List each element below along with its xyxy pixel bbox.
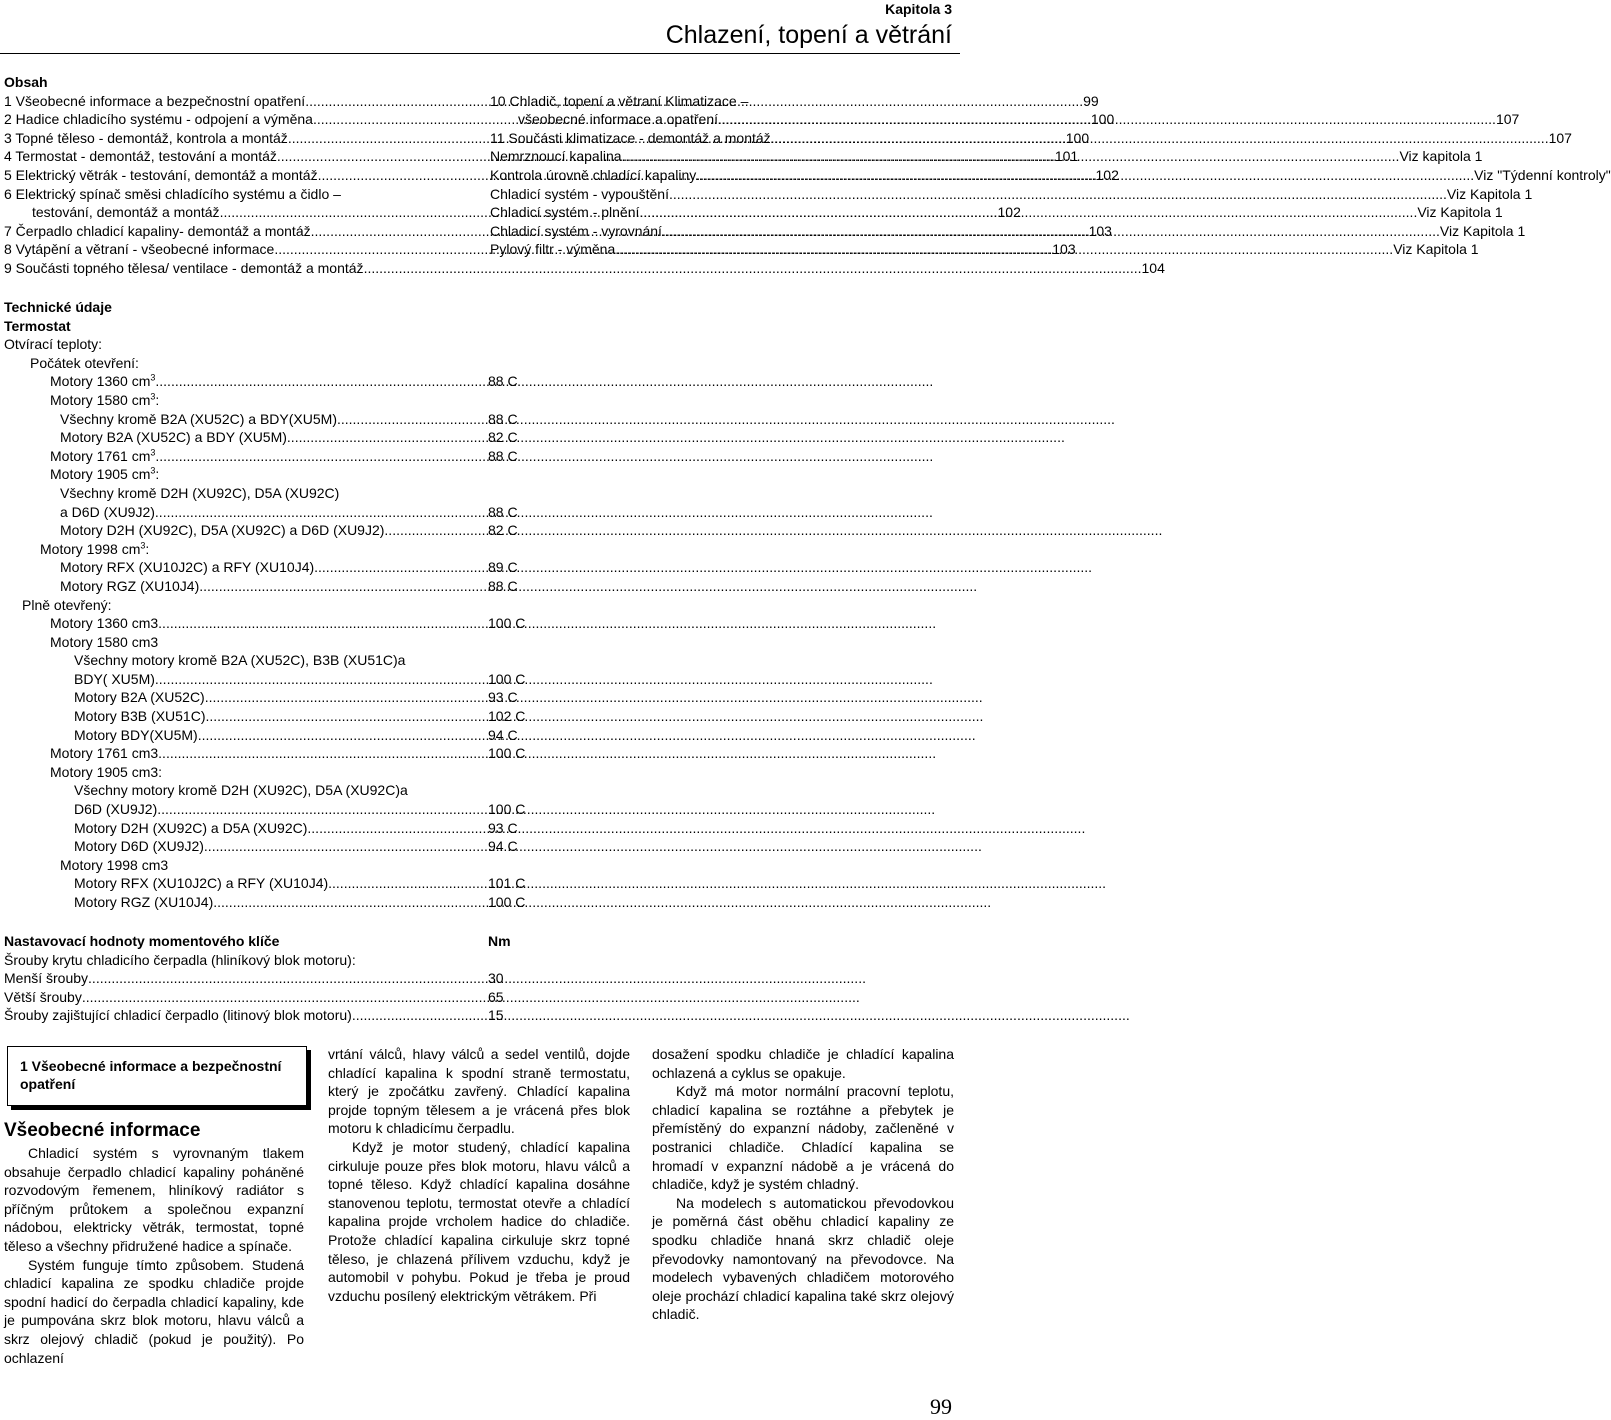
toc-entry-title: Pylový filtr - výměna [490,241,616,258]
spec-label-text [50,447,155,466]
spec-value: 100 C [488,615,526,632]
spec-label-text [60,558,314,577]
toc-leader [771,129,1549,148]
chapter-label: Kapitola 3 [885,1,952,17]
spec-label-text [74,819,307,838]
spec-row [4,391,544,410]
spec-leader [307,819,1085,838]
torque-value: 30 [488,970,504,987]
spec-leader [199,577,977,596]
spec-label-text [74,893,213,912]
toc-entry-title: 10 Chladič, topení a větraní Klimatizace – [490,92,749,109]
spec-label [4,428,464,447]
spec-label [4,596,464,615]
spec-row [4,763,544,782]
toc-entry-title: všeobecné informace a opatření [518,111,719,128]
paragraph: vrtání válců, hlavy válců a sedel ventilů, dojde chladící kapalina k spodní straně termostatu, který je zpočátku zavřený. Chladící kapalina projde topným tělesem a je vrácená přes blok motoru k chladicímu čerpadlu. [328,1046,630,1137]
spec-label-text [74,651,405,670]
header-divider [0,53,960,54]
spec-label [4,410,464,429]
spec-row [4,819,544,838]
toc-entry [490,92,952,111]
spec-label-text [74,726,198,745]
spec-suffix: : [155,466,160,483]
spec-row [4,856,544,875]
toc-entry-title: 3 Topné těleso - demontáž, kontrola a montáž [4,129,288,146]
torque-label [4,1006,464,1025]
spec-text: Všechny motory kromě B2A (XU52C), B3B (XU51C)a [74,652,406,669]
spec-row [4,670,544,689]
torque-value: 15 [488,1007,504,1024]
torque-label [4,951,464,970]
spec-label-text [60,856,168,875]
spec-row [4,577,544,596]
spec-text: Motory B3B (XU51C) [74,708,206,725]
spec-value: 93 C [488,819,518,836]
spec-label [4,484,464,503]
specs-subheading: Termostat [4,317,71,334]
spec-superscript: 3 [150,465,156,476]
toc-entry [4,185,464,204]
spec-text: Všechny kromě B2A (XU52C) a BDY(XU5M) [60,410,337,427]
spec-value: 82 C [488,522,518,539]
spec-row [4,428,544,447]
spec-label-text [50,744,158,763]
spec-text: Všechny motory kromě D2H (XU92C), D5A (XU92C)a [74,782,408,799]
torque-label-text: Menší šrouby [4,970,89,987]
spec-label [4,558,464,577]
torque-heading: Nastavovací hodnoty momentového klíče [4,933,280,949]
spec-leader [205,688,983,707]
spec-label-text [50,372,155,391]
spec-leader [158,614,936,633]
toc-entry-title: Nemrznoucí kapalina [490,148,622,165]
spec-label [4,577,464,596]
spec-label-text [60,503,155,522]
torque-leader [88,969,866,988]
toc-entry-title: 11 Součásti klimatizace - demontáž a montáž [490,129,771,146]
spec-label [4,819,464,838]
spec-label-text [50,614,158,633]
toc-leader [718,110,1496,129]
toc-entry [4,259,1165,278]
torque-row [4,1006,544,1025]
spec-row [4,521,544,540]
start-opening-label: Počátek otevření: [30,354,139,371]
spec-value: 102 C [488,708,526,725]
torque-value: 65 [488,988,504,1005]
toc-entry-title: 5 Elektrický větrák - testování, demontáž a montáž [4,166,318,183]
torque-settings [4,932,544,1025]
spec-row [4,744,544,763]
section-title: Všeobecné informace [4,1120,201,1141]
spec-text: Motory RFX (XU10J2C) a RFY (XU10J4) [60,559,315,576]
spec-text: Motory 1905 cm [50,466,151,483]
toc-title: Obsah [4,74,48,90]
spec-label-text [50,465,159,484]
spec-label [4,781,464,800]
spec-text: Motory B2A (XU52C) [74,689,205,706]
spec-value: 88 C [488,410,518,427]
spec-label-text [50,391,159,410]
toc-entry-page: 104 [1141,259,1165,276]
toc-leader [615,240,1393,259]
spec-row [4,800,544,819]
spec-leader [287,428,1065,447]
toc-entry-title: 1 Všeobecné informace a bezpečnostní opatření [4,92,306,109]
spec-leader [328,874,1106,893]
spec-leader [213,893,991,912]
toc-entry-title: testování, demontáž a montáž [32,204,220,221]
spec-row [4,874,544,893]
spec-row [4,633,544,652]
torque-label-text: Šrouby krytu chladicího čerpadla (hliníkový blok motoru): [4,951,356,968]
chapter-title: Chlazení, topení a větrání [665,21,952,49]
spec-row [4,503,544,522]
spec-superscript: 3 [150,391,156,402]
torque-label-text: Větší šrouby [4,988,82,1005]
spec-text: Plně otevřený: [22,596,112,613]
spec-leader [204,837,982,856]
spec-label [4,391,464,410]
toc-leader [622,147,1400,166]
toc-entry-page: 100 [1090,111,1115,128]
text-column-2 [328,1045,630,1305]
spec-label [4,707,464,726]
toc-entry-page: 100 [1065,129,1090,146]
toc-entry-title: 7 Čerpadlo chladicí kapaliny- demontáž a montáž [4,222,311,239]
spec-label-text [60,577,199,596]
toc-entry-page: Viz kapitola 1 [1399,148,1483,165]
paragraph: Systém funguje tímto způsobem. Studená chladicí kapalina ze spodku chladiče projde spodní hadicí do čerpadla chladicí kapaliny, kde je pumpována skrz blok motoru, hlavu válců a skrz olejový chladič (pokud je použitý). Po ochlazení [4,1256,304,1366]
spec-superscript: 3 [140,540,146,551]
spec-text: Motory 1360 cm [50,373,151,390]
spec-row [4,614,544,633]
spec-label [4,521,464,540]
spec-text: Motory 1360 cm3 [50,615,159,632]
spec-row [4,688,544,707]
toc-entry-title: 8 Vytápění a větraní - všeobecné informace [4,241,275,258]
spec-value: 94 C [488,838,518,855]
toc-entry-page: Viz Kapitola 1 [1439,222,1526,239]
spec-label [4,800,464,819]
spec-label-text [50,633,158,652]
spec-text: Motory RGZ (XU10J4) [60,577,200,594]
torque-row [4,988,544,1007]
spec-label-text [50,763,162,782]
spec-label-text [60,410,337,429]
toc-entry-title: 2 Hadice chladicího systému - odpojení a výměna [4,111,313,128]
spec-row [4,372,544,391]
spec-row [4,781,544,800]
spec-label [4,540,464,559]
spec-value: 94 C [488,726,518,743]
spec-text: Motory 1761 cm [50,447,151,464]
spec-label-text [40,540,149,559]
toc-entry-title: Chladicí systém - vyrovnání [490,222,662,239]
spec-label-text [74,874,328,893]
spec-label-text [74,670,155,689]
spec-text: Motory 1998 cm [40,540,141,557]
spec-row [4,726,544,745]
spec-leader [155,447,933,466]
spec-value: 100 C [488,801,526,818]
spec-superscript: 3 [150,372,156,383]
torque-unit: Nm [488,933,511,949]
spec-row [4,651,544,670]
spec-label-text [60,428,287,447]
spec-row [4,837,544,856]
text-column-1 [4,1144,304,1367]
spec-value: 88 C [488,373,518,390]
torque-leader [82,988,860,1007]
torque-label-text: Šrouby zajištující chladicí čerpadlo (litinový blok motoru) [4,1007,352,1024]
torque-row [4,951,544,970]
toc-entry-title: 4 Termostat - demontáž, testování a montáž [4,148,277,165]
spec-label [4,651,464,670]
spec-value: 89 C [488,559,518,576]
spec-text: Všechny kromě D2H (XU92C), D5A (XU92C) [60,484,340,501]
torque-row [4,969,544,988]
spec-text: Motory D6D (XU9J2) [74,838,204,855]
toc-entry-page: 103 [1052,241,1076,258]
spec-label-text [60,521,384,540]
spec-value: 88 C [488,503,518,520]
spec-text: Motory BDY(XU5M) [74,726,198,743]
spec-label [4,614,464,633]
spec-leader [158,744,936,763]
spec-leader [314,558,1092,577]
spec-label [4,633,464,652]
spec-leader [155,503,933,522]
paragraph: Na modelech s automatickou převodovkou je poměrná část oběhu chladicí kapaliny ze spodku chladiče hnaná skrz chladič oleje převodovky namontovaný na převodovce. Na modelech vybavených chladičem motorového oleje prochází chladicí kapalina také skrz olejový chladič. [652,1194,954,1323]
spec-label [4,837,464,856]
torque-leader [352,1006,1130,1025]
toc-entry-page: 102 [1095,166,1119,183]
spec-leader [198,726,976,745]
technical-data [4,298,544,912]
spec-label [4,893,464,912]
spec-suffix: : [145,540,150,557]
paragraph: Chladicí systém s vyrovnaným tlakem obsahuje čerpadlo chladicí kapaliny poháněné rozvodovým řemenem, hliníkový radiátor s příčným průtokem a společnou expanzní nádobou, elektricky větrák, termostat, topné těleso a všechny přidružené hadice a spínače. [4,1145,304,1254]
spec-text: a D6D (XU9J2) [60,503,155,520]
torque-label [4,988,464,1007]
spec-label [4,465,464,484]
spec-label [4,372,464,391]
torque-label [4,969,464,988]
spec-value: 88 C [488,447,518,464]
section-heading-box: 1 Všeobecné informace a bezpečnostní opatření [7,1046,307,1106]
spec-label [4,447,464,466]
spec-text: Motory 1580 cm [50,391,151,408]
opening-temps-label: Otvírací teploty: [4,336,103,353]
spec-superscript: 3 [150,447,156,458]
spec-label-text [22,596,112,615]
spec-leader [155,372,933,391]
toc-entry-title: 9 Součásti topného tělesa/ ventilace - demontáž a montáž [4,259,364,276]
spec-value: 101 C [488,875,526,892]
spec-value: 100 C [488,745,526,762]
toc-leader [364,259,1142,278]
spec-value: 100 C [488,894,526,910]
paragraph: Když má motor normální pracovní teplotu, chladicí kapalina se roztáhne a přebytek je přemístěný do expanzní nádoby, začleněné v postranici chladiče. Chladící kapalina se hromadí v expanzní nádobě a je vrácená do chladiče, když je systém chladný. [652,1083,954,1193]
spec-text: BDY( XU5M) [74,670,155,687]
spec-label [4,726,464,745]
toc-leader [696,166,1474,185]
toc-entry-page: Viz Kapitola 1 [1417,204,1503,221]
toc-entry-page: 103 [1088,222,1112,239]
spec-row [4,484,544,503]
spec-label-text [74,837,204,856]
spec-text: Motory D2H (XU92C), D5A (XU92C) a D6D (XU9J2) [60,522,385,539]
spec-text: Motory RGZ (XU10J4) [74,894,214,910]
toc-entry-page: Viz "Týdenní kontroly" [1474,166,1611,183]
toc-leader [662,222,1440,241]
spec-label [4,503,464,522]
spec-value: 93 C [488,689,518,706]
spec-text: Motory 1761 cm3 [50,745,159,762]
spec-text: Motory 1580 cm3 [50,633,159,650]
toc-entry-page: 102 [997,204,1021,221]
spec-text: D6D (XU9J2) [74,801,158,818]
spec-label-text [74,707,205,726]
spec-label [4,874,464,893]
paragraph: Když je motor studený, chladící kapalina cirkuluje pouze přes blok motoru, hlavu válců a topné těleso. Když chladící kapalina dosáhne stanovenou teplotu, termostat otevře a chladící kapalina projde vrcholem hadice do chladiče. Protože chladící kapalina cirkuluje skrz topné těleso, je chlazená přílivem vzduchu, když je automobil v pohybu. Pokud je třeba je proud vzduchu posílený elektrickým větrákem. Při [328,1138,630,1304]
spec-label-text [74,688,205,707]
spec-row [4,707,544,726]
spec-text: Motory 1905 cm3: [50,763,163,780]
toc-entry-page: Viz Kapitola 1 [1446,185,1533,202]
spec-row [4,893,544,912]
toc-entry-page: 99 [1083,92,1099,109]
spec-value: 88 C [488,577,518,594]
spec-leader [157,800,935,819]
spec-label [4,744,464,763]
toc-entry-page: Viz Kapitola 1 [1393,241,1479,258]
toc-entry-title: Kontrola úrovně chladící kapaliny [490,166,697,183]
spec-label-text [74,781,408,800]
spec-row [4,447,544,466]
spec-row [4,410,544,429]
paragraph: dosažení spodku chladiče je chladící kapalina ochlazená a cyklus se opakuje. [652,1046,954,1081]
spec-label [4,763,464,782]
spec-leader [337,410,1115,429]
toc-leader [639,203,1417,222]
spec-leader [205,707,983,726]
spec-text: Motory D2H (XU92C) a D5A (XU92C) [74,819,308,836]
spec-label [4,670,464,689]
spec-label-text [74,800,157,819]
spec-row [4,596,544,615]
page-number: 99 [930,1394,952,1419]
spec-value: 100 C [488,670,526,687]
spec-suffix: : [155,391,160,408]
toc-entry [490,185,1533,204]
toc-entry-title: Chladicí systém - vypouštění [490,185,669,202]
spec-row [4,558,544,577]
toc-entry-title: 6 Elektrický spínač směsi chladícího systému a čidlo – [4,185,341,202]
spec-label [4,856,464,875]
spec-row [4,540,544,559]
spec-text: Motory RFX (XU10J2C) a RFY (XU10J4) [74,875,329,892]
spec-label-text [60,484,339,503]
spec-text: Motory B2A (XU52C) a BDY (XU5M) [60,429,287,446]
spec-row [4,465,544,484]
specs-heading: Technické údaje [4,299,112,315]
spec-leader [155,670,933,689]
toc-entry-title: Chladicí systém - plnění [490,204,640,221]
text-column-3 [652,1045,954,1324]
toc-leader [669,185,1447,204]
spec-text: Motory 1998 cm3 [60,856,169,873]
toc-entry-page: 107 [1495,111,1520,128]
spec-label [4,688,464,707]
spec-value: 82 C [488,429,518,446]
toc-entry-page: 101 [1054,148,1079,165]
toc-entry-page: 107 [1548,129,1572,146]
